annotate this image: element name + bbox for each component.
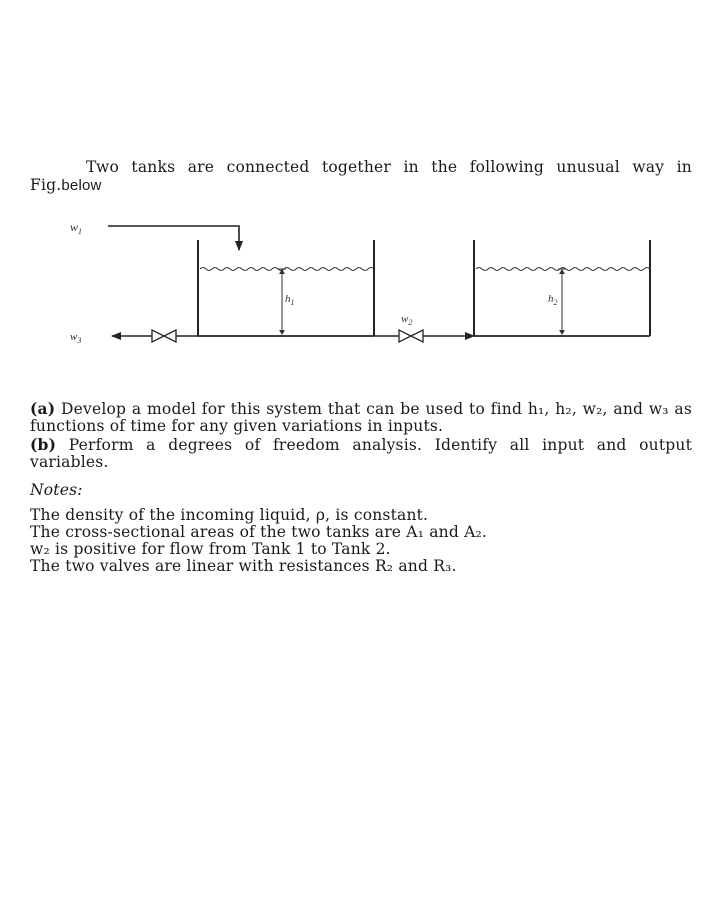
valve-2 xyxy=(399,330,423,342)
question-a-continued: h₁, h₂, w₂, and w₃ as functions of time for any given variations in inputs. xyxy=(30,400,693,435)
w3-label: $w_3$ xyxy=(70,331,82,345)
tank-2 xyxy=(474,240,650,336)
w3-outlet xyxy=(70,330,198,345)
tank-1-liquid-surface xyxy=(200,268,374,271)
w1-inlet-pipe xyxy=(108,226,239,250)
two-tank-diagram xyxy=(0,214,714,354)
question-a: (a) Develop a model for this system that can be used to find h₁, h₂, w₂, and w₃ as functions of time for any given variations in inputs. xyxy=(30,399,693,435)
w2-label: $w_2$ xyxy=(401,313,413,327)
tank-1 xyxy=(198,240,374,336)
valve-3 xyxy=(152,330,176,342)
h1-label: $h_1$ xyxy=(285,293,295,307)
h2-label: $h_2$ xyxy=(548,293,558,307)
intro-paragraph xyxy=(30,158,692,195)
note-item: The cross-sectional areas of the two tanks are A₁ and A₂. xyxy=(30,523,488,541)
w1-label: $w_1$ xyxy=(70,220,83,236)
intro-text: Two tanks are connected together in the following unusual way in Fig. xyxy=(30,158,692,194)
notes-section xyxy=(30,482,692,575)
question-b: (b) Perform a degrees of freedom analysis. Identify all input and output variables. xyxy=(30,435,692,471)
w2-connection xyxy=(374,313,474,342)
note-item: The density of the incoming liquid, ρ, is constant. xyxy=(30,506,429,524)
problem-questions xyxy=(30,400,692,575)
intro-tail: below xyxy=(61,177,102,194)
note-item: The two valves are linear with resistances R₂ and R₃. xyxy=(30,557,457,575)
note-item: w₂ is positive for flow from Tank 1 to Tank 2. xyxy=(30,540,391,558)
notes-heading: Notes: xyxy=(30,481,83,499)
